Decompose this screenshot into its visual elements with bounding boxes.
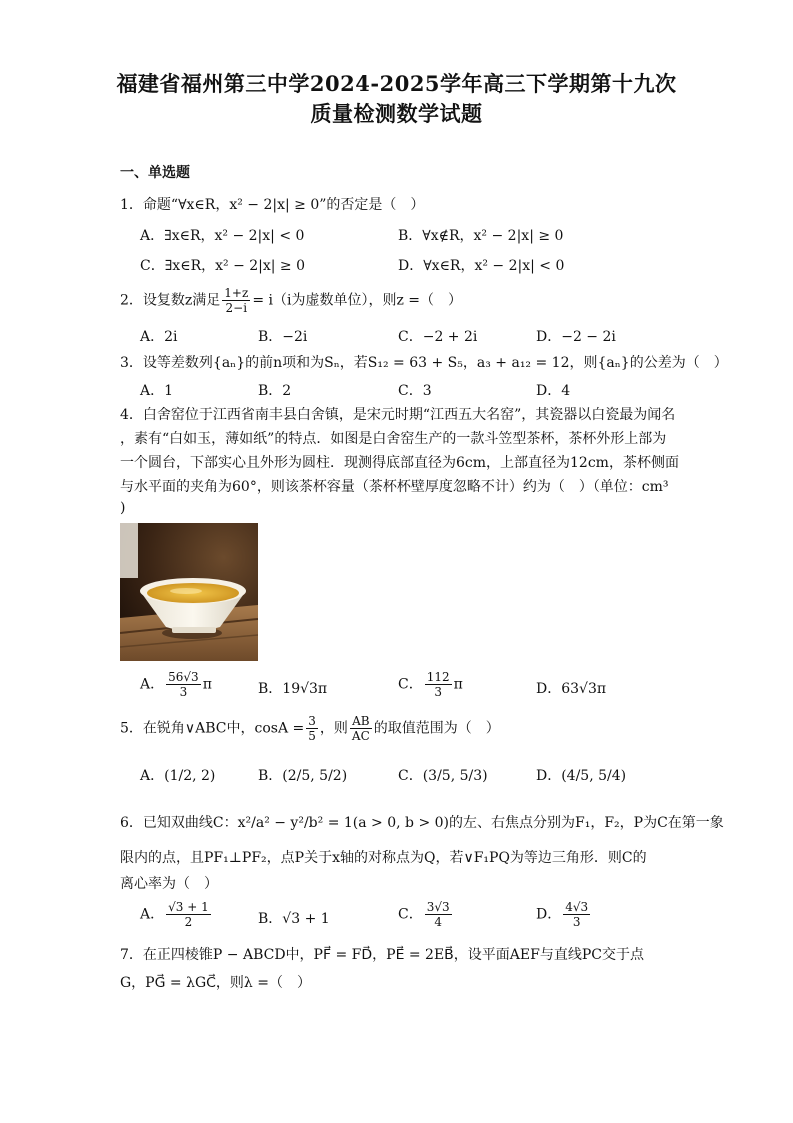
q6-option-a-fraction [166, 900, 211, 929]
q6-option-c-num: 3√3 [426, 900, 450, 914]
q3-option-a: A．1 [140, 383, 174, 399]
q5-option-d: D．(4/5, 5/4) [536, 768, 627, 784]
exam-title-line2: 质量检测数学试题 [310, 101, 483, 126]
q2-fraction [222, 286, 250, 315]
q4-option-c-fraction [425, 670, 452, 699]
q5-stem [120, 714, 500, 743]
q4-option-c-den: 3 [434, 685, 442, 699]
q5-stem-post: 的取值范围为（ ） [373, 720, 500, 737]
q5-cos-fraction [306, 714, 318, 743]
q4-line5: ) [120, 500, 126, 516]
q2-frac-den: 2−i [225, 301, 248, 315]
q7-line2: G，PG⃗ = λGC⃗，则λ =（ ） [120, 975, 311, 991]
q6-option-c-fraction [425, 900, 452, 929]
q3-option-d: D．4 [536, 383, 571, 399]
q2-option-d: D．−2 − 2i [536, 329, 616, 345]
q6-option-d-fraction [563, 900, 590, 929]
q2-stem-pre: 2．设复数z满足 [120, 292, 221, 309]
q5-option-b: B．(2/5, 5/2) [258, 768, 348, 784]
q4-option-c-tail: π [453, 676, 463, 693]
q6-option-d-den: 3 [572, 915, 581, 929]
q2-option-c: C．−2 + 2i [398, 329, 478, 345]
q2-stem-post: = i（i为虚数单位），则z =（ ） [252, 292, 463, 309]
q7-line1: 7．在正四棱锥P − ABCD中，PF⃗ = FD⃗，PE⃗ = 2EB⃗，设平面AEF与直线PC交于点 [120, 947, 644, 963]
q6-line3: 离心率为（ ） [120, 876, 218, 892]
q5-cos-den: 5 [308, 729, 316, 743]
tea-cup-illustration [120, 523, 258, 661]
q5-option-a: A．(1/2, 2) [140, 768, 216, 784]
tea-cup-photo [120, 523, 258, 661]
q4-option-c-label: C． [398, 676, 423, 693]
q2-frac-num: 1+z [224, 286, 249, 300]
q5-ratio-den: AC [351, 729, 370, 743]
q5-ratio-num: AB [350, 714, 372, 729]
q4-line2: ，素有“白如玉，薄如纸”的特点．如图是白舍窑生产的一款斗笠型茶杯，茶杯外形上部为 [120, 431, 667, 447]
q4-option-c-num: 112 [426, 670, 450, 684]
q3-stem: 3．设等差数列{aₙ}的前n项和为Sₙ，若S₁₂ = 63 + S₅，a₃ + a₁₂ = 12，则{aₙ}的公差为（ ） [120, 355, 728, 371]
q4-line3: 一个圆台，下部实心且外形为圆柱．现测得底部直径为6cm，上部直径为12cm，茶杯侧面 [120, 455, 679, 471]
q6-option-c-den: 4 [434, 915, 442, 929]
q5-cos-num: 3 [308, 714, 316, 728]
q2-option-b: B．−2i [258, 329, 308, 345]
q6-option-c-label: C． [398, 906, 423, 923]
q4-option-a [140, 670, 212, 699]
q5-stem-pre: 5．在锐角∨ABC中，cosA = [120, 720, 305, 737]
q4-option-a-fraction [166, 670, 201, 699]
q3-option-c: C．3 [398, 383, 432, 399]
q6-option-c [398, 900, 454, 929]
q5-stem-mid: ，则 [319, 720, 348, 737]
q5-option-c: C．(3/5, 5/3) [398, 768, 488, 784]
q6-option-a [140, 900, 213, 929]
q6-line1: 6．已知双曲线C：x²/a² − y²/b² = 1(a > 0, b > 0)的左、右焦点分别为F₁，F₂，P为C在第一象 [120, 815, 724, 831]
q4-option-a-num: 56√3 [168, 670, 199, 684]
q6-option-d [536, 900, 592, 929]
q6-option-a-num: √3 + 1 [168, 900, 209, 914]
q6-option-a-label: A． [140, 906, 165, 923]
q4-line4: 与水平面的夹角为60°，则该茶杯容量（茶杯杯壁厚度忽略不计）约为（ ）（单位：cm³ [120, 479, 669, 495]
q4-option-a-tail: π [202, 676, 212, 693]
q1-option-d: D．∀x∈R，x² − 2|x| < 0 [398, 258, 565, 274]
q2-option-a: A．2i [140, 329, 178, 345]
exam-title-line1: 福建省福州第三中学2024-2025学年高三下学期第十九次 [116, 71, 677, 96]
q6-option-b: B．√3 + 1 [258, 911, 330, 927]
q3-option-b: B．2 [258, 383, 292, 399]
q2-stem [120, 286, 462, 315]
q1-stem: 1．命题“∀x∈R，x² − 2|x| ≥ 0”的否定是（ ） [120, 197, 425, 213]
section-heading: 一、单选题 [120, 165, 190, 181]
q4-line1: 4．白舍窑位于江西省南丰县白舍镇，是宋元时期“江西五大名窑”，其瓷器以白瓷最为闻名 [120, 407, 676, 423]
q6-line2: 限内的点，且PF₁⊥PF₂，点P关于x轴的对称点为Q，若∨F₁PQ为等边三角形．则C的 [120, 850, 647, 866]
q4-option-b: B．19√3π [258, 681, 328, 697]
q5-ratio-fraction [350, 714, 372, 743]
q4-option-c [398, 670, 463, 699]
q4-option-d: D．63√3π [536, 681, 607, 697]
q1-option-c: C．∃x∈R，x² − 2|x| ≥ 0 [140, 258, 306, 274]
q6-option-a-den: 2 [184, 915, 193, 929]
q4-option-a-label: A． [140, 676, 165, 693]
q1-option-a: A．∃x∈R，x² − 2|x| < 0 [140, 228, 305, 244]
q1-option-b: B．∀x∉R，x² − 2|x| ≥ 0 [398, 228, 564, 244]
q6-option-d-num: 4√3 [565, 900, 589, 914]
q4-option-a-den: 3 [179, 685, 188, 699]
q6-option-d-label: D． [536, 906, 562, 923]
